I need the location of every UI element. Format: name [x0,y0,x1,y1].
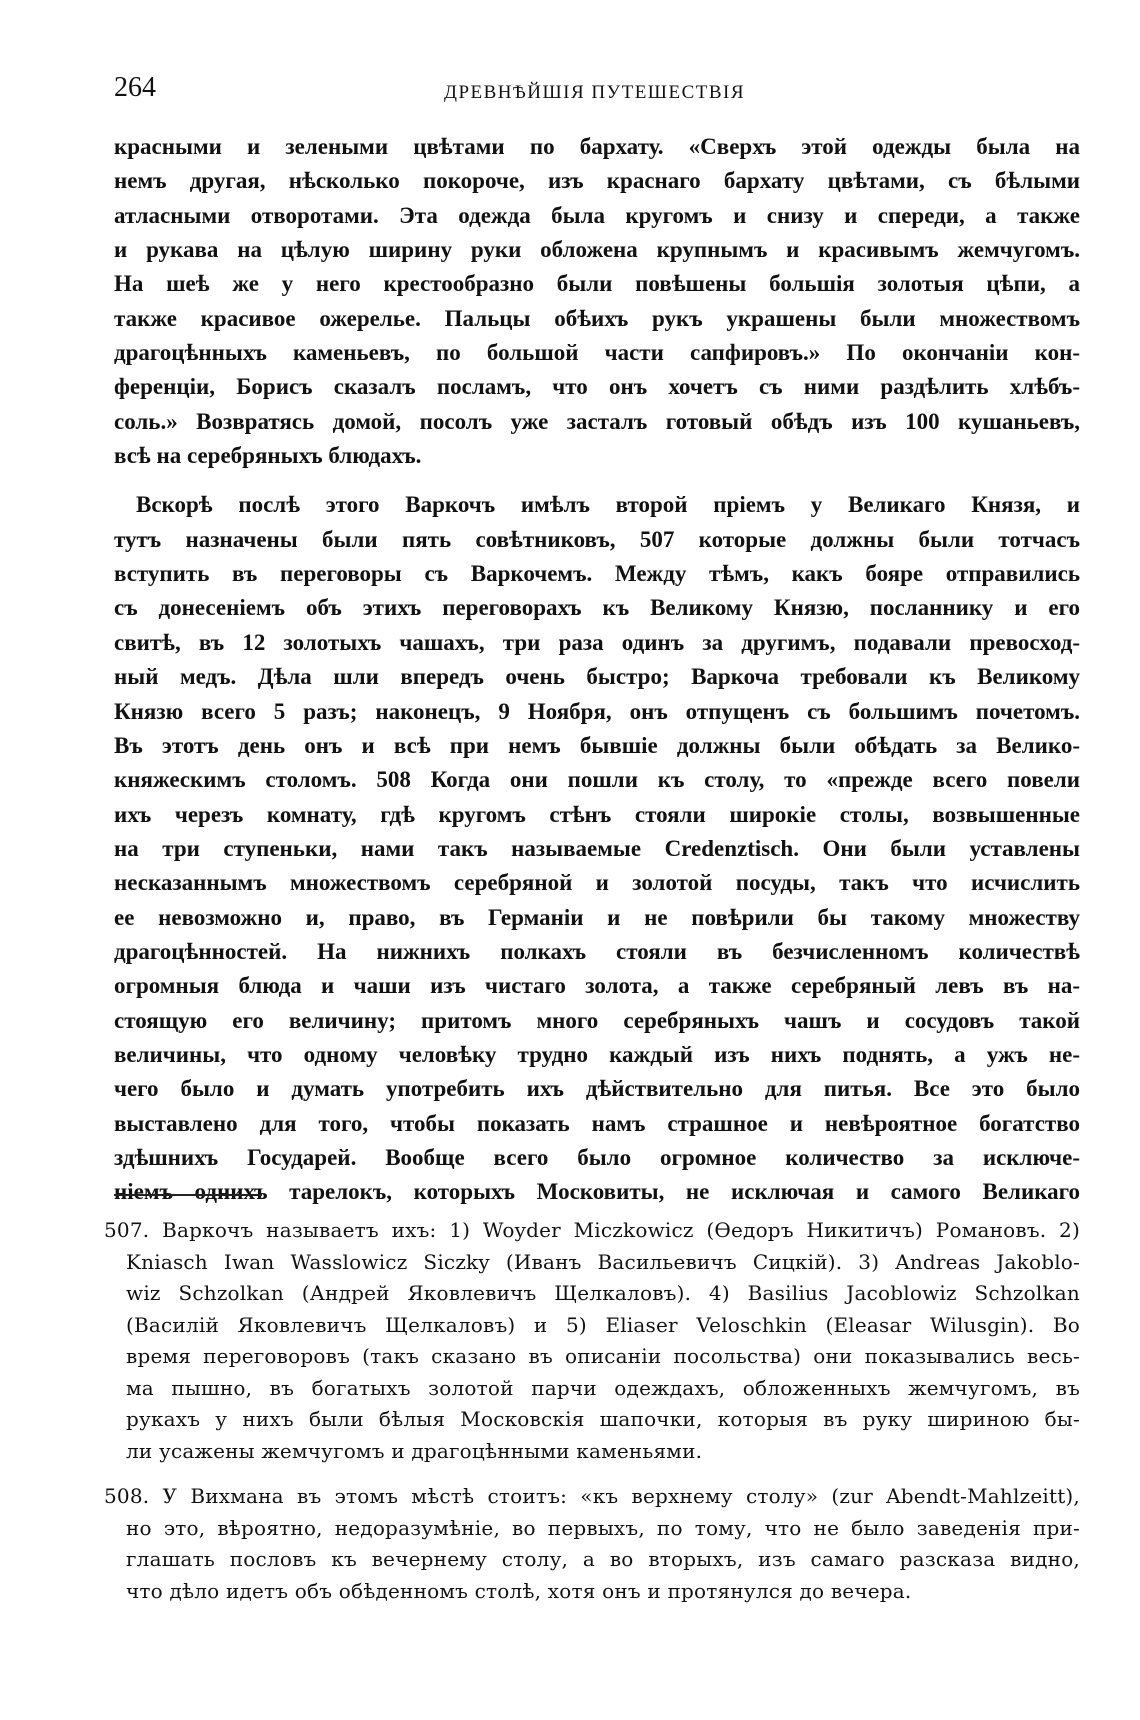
footnote-line: но это, вѣроятно, недоразумѣніе, во первыхъ, по тому, что не было заведенія при- [126,1515,1080,1540]
paragraph-gap [114,473,1080,488]
text-line: ный медъ. Дѣла шли впередъ очень быстро; Варкоча требовали къ Великому [114,664,1080,690]
text-line: и рукава на цѣлую ширину руки обложена крупнымъ и красивымъ жемчугомъ. [114,237,1080,263]
text-line: чего было и думать употребить ихъ дѣйствительно для питья. Все это было [114,1076,1080,1102]
main-text [114,130,1080,1210]
footnote-507 [104,1215,1080,1467]
text-line: тутъ назначены были пять совѣтниковъ, 507 которые должны были тотчасъ [114,526,1080,552]
text-line: съ донесеніемъ объ этихъ переговорахъ къ Великому Князю, посланнику и его [114,595,1080,621]
text-line: На шеѣ же у него крестообразно были повѣшены большія золотыя цѣпи, а [114,271,1080,297]
text-line: здѣшнихъ Государей. Вообще всего было огромное количество за исключе- [114,1144,1080,1170]
text-line: ніемъ однихъ тарелокъ, которыхъ Московиты, не исключая и самого Великаго [114,1179,1080,1205]
paragraph-1 [114,130,1080,473]
text-line: также красивое ожерелье. Пальцы обѣихъ рукъ украшены были множествомъ [114,305,1080,331]
text-line: Вскорѣ послѣ этого Варкочъ имѣлъ второй пріемъ у Великаго Князя, и [136,492,1080,518]
text-line: всѣ на серебряныхъ блюдахъ. [114,443,422,469]
text-line: драгоцѣнностей. На нижнихъ полкахъ стояли въ безчисленномъ количествѣ [114,938,1080,964]
text-line: огромныя блюда и чаши изъ чистаго золота, а также серебряный левъ въ на- [114,973,1080,999]
footnotes [104,1215,1080,1607]
footnote-line: (Василій Яковлевичъ Щелкаловъ) и 5) Eliaser Veloschkin (Eleasar Wilusgin). Во [126,1312,1080,1337]
text-line: красными и зелеными цвѣтами по бархату. «Сверхъ этой одежды была на [114,134,1080,159]
text-line: ее невозможно и, право, въ Германіи и не повѣрили бы такому множеству [114,904,1080,930]
page-header [114,72,1080,112]
text-line: Князю всего 5 разъ; наконецъ, 9 Ноября, онъ отпущенъ съ большимъ почетомъ. [114,698,1080,724]
footnote-line: глашать пословъ къ вечернему столу, а во вторыхъ, изъ самаго разсказа видно, [126,1547,1080,1571]
footnote-line: wiz Schzolkan (Андрей Яковлевичъ Щелкаловъ). 4) Basilius Jacoblowiz Schzolkan [126,1281,1080,1305]
text-line: свитѣ, въ 12 золотыхъ чашахъ, три раза одинъ за другимъ, подавали превосход- [114,629,1080,655]
footnote-508 [104,1481,1080,1607]
footnote-line: рукахъ у нихъ были бѣлыя Московскія шапочки, которыя въ руку шириною бы- [126,1407,1080,1431]
text-line: Въ этотъ день онъ и всѣ при немъ бывшіе должны были обѣдать за Велико- [114,732,1080,758]
text-line: выставлено для того, чтобы показать намъ страшное и невѣроятное богатство [114,1110,1080,1136]
page-number: 264 [114,72,156,103]
text-line: несказаннымъ множествомъ серебряной и золотой посуды, такъ что исчислить [114,870,1080,896]
footnote-line: что дѣло идетъ объ обѣденномъ столѣ, хотя онъ и протянулся до вечера. [126,1578,912,1603]
footnote-line: время переговоровъ (такъ сказано въ описаніи посольства) они показывались весь- [126,1344,1080,1368]
paragraph-2 [114,488,1080,1209]
text-line: величины, что одному человѣку трудно каждый изъ нихъ поднять, а ужъ не- [114,1041,1080,1067]
footnote-line: 508. У Вихмана въ этомъ мѣстѣ стоитъ: «къ верхнему столу» (zur Abendt-Mahlzeitt), [104,1484,1080,1508]
text-line: немъ другая, нѣсколько покороче, изъ краснаго бархату цвѣтами, съ бѣлыми [114,168,1080,194]
text-line: атласными отворотами. Эта одежда была кругомъ и снизу и спереди, а также [114,202,1080,228]
text-line: княжескимъ столомъ. 508 Когда они пошли къ столу, то «прежде всего повели [114,767,1080,793]
footnote-line: ма пышно, въ богатыхъ золотой парчи одеждахъ, обложенныхъ жемчугомъ, въ [126,1375,1080,1400]
footnote-line: Kniasch Iwan Wasslowicz Siczky (Иванъ Васильевичъ Сицкій). 3) Andreas Jakoblo- [126,1249,1080,1274]
text-line: драгоцѣнныхъ каменьевъ, по большой части сапфировъ.» По окончаніи кон- [114,340,1080,366]
text-line: соль.» Возвратясь домой, посолъ уже засталъ готовый обѣдъ изъ 100 кушаньевъ, [114,408,1080,434]
text-line: ференціи, Борисъ сказалъ посламъ, что онъ хочетъ съ ними раздѣлить хлѣбъ- [114,374,1080,400]
footnote-line: 507. Варкочъ называетъ ихъ: 1) Woyder Miczkowicz (Ѳедоръ Никитичъ) Романовъ. 2) [104,1218,1080,1242]
footnote-line: ли усажены жемчугомъ и драгоцѣнными каменьями. [126,1438,703,1463]
text-line: вступить въ переговоры съ Варкочемъ. Между тѣмъ, какъ бояре отправились [114,561,1080,587]
text-line: ихъ черезъ комнату, гдѣ кругомъ стѣнъ стояли широкіе столы, возвышенные [114,801,1080,827]
footnote-gap [104,1467,1080,1481]
running-head: ДРЕВНѢЙШІЯ ПУТЕШЕСТВІЯ [444,82,746,103]
footnote-rule [114,1194,262,1196]
text-line: стоящую его величину; притомъ много серебряныхъ чашъ и сосудовъ такой [114,1007,1080,1033]
text-line: на три ступеньки, нами такъ называемые Credenztisch. Они были уставлены [114,835,1080,861]
